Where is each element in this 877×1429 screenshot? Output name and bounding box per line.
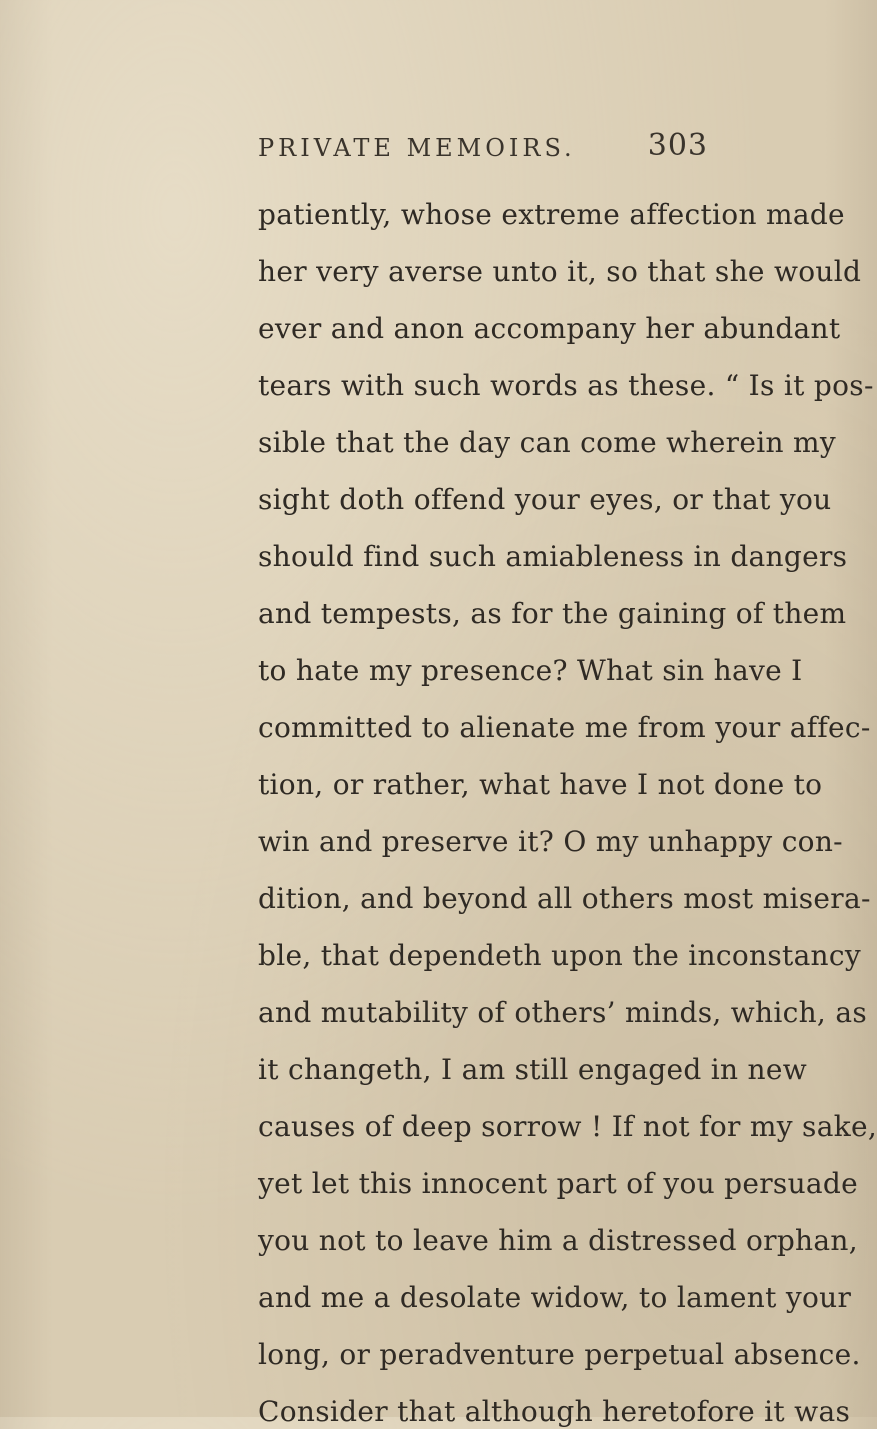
text-line: you not to leave him a distressed orphan, [258, 1224, 858, 1257]
text-line: her very averse unto it, so that she would [258, 255, 862, 288]
text-line: yet let this innocent part of you persuade [258, 1167, 858, 1200]
text-line: committed to alienate me from your affec- [258, 711, 871, 744]
page-number: 303 [647, 128, 708, 163]
text-line: ever and anon accompany her abundant [258, 312, 841, 345]
text-line: tears with such words as these. “ Is it pos- [258, 369, 874, 402]
text-line: long, or peradventure perpetual absence. [258, 1338, 861, 1371]
text-line: causes of deep sorrow ! If not for my sake, [258, 1110, 877, 1143]
text-line: patiently, whose extreme affection made [258, 198, 845, 231]
text-line: sight doth offend your eyes, or that you [258, 483, 832, 516]
text-line: win and preserve it? O my unhappy con- [258, 825, 843, 858]
text-line: to hate my presence? What sin have I [258, 654, 803, 687]
running-title: PRIVATE MEMOIRS. [258, 134, 576, 162]
text-line: should find such amiableness in dangers [258, 540, 848, 573]
text-line: it changeth, I am still engaged in new [258, 1053, 808, 1086]
text-line: and me a desolate widow, to lament your [258, 1281, 852, 1314]
text-line: tion, or rather, what have I not done to [258, 768, 823, 801]
text-line: and tempests, as for the gaining of them [258, 597, 847, 630]
text-line: Consider that although heretofore it was [258, 1395, 851, 1428]
text-line: sible that the day can come wherein my [258, 426, 836, 459]
running-head [258, 128, 708, 168]
text-line: ble, that dependeth upon the inconstancy [258, 939, 861, 972]
text-line: and mutability of others’ minds, which, as [258, 996, 867, 1029]
text-line: dition, and beyond all others most misera- [258, 882, 871, 915]
